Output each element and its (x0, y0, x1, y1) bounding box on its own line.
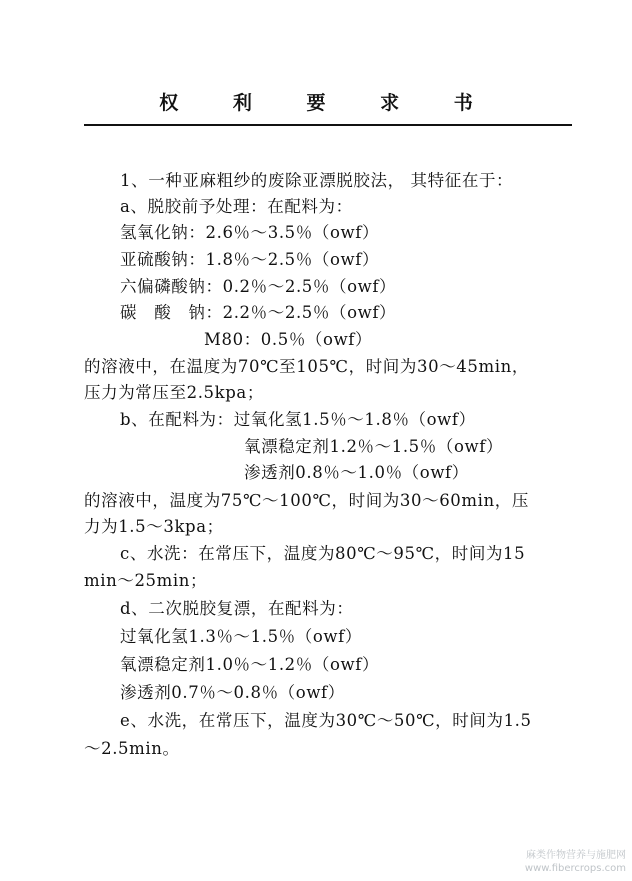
claim-line-10: b、在配料为：过氧化氢1.5％～1.8％（owf） (120, 410, 476, 429)
claim-line-20: 渗透剂0.7％～0.8％（owf） (120, 683, 345, 702)
claim-line-21: e、水洗，在常压下，温度为30℃～50℃，时间为1.5 (120, 711, 532, 730)
claim-line-11: 氧漂稳定剂1.2％～1.5％（owf） (244, 437, 504, 456)
claim-line-16: min～25min； (84, 571, 208, 590)
claim-line-9: 压力为常压至2.5kpa； (84, 383, 264, 402)
claim-line-3: 氢氧化钠：2.6％～3.5％（owf） (120, 223, 380, 242)
claim-line-2: a、脱胶前予处理：在配料为： (120, 197, 353, 216)
claim-line-17: d、二次脱胶复漂，在配料为： (120, 599, 354, 618)
claim-line-14: 力为1.5～3kpa； (84, 517, 224, 536)
site-watermark (525, 849, 626, 875)
claim-line-12: 渗透剂0.8％～1.0％（owf） (244, 463, 469, 482)
document-title: 权 利 要 求 书 (159, 92, 497, 114)
watermark-line-2: www.fibercrops.com (524, 863, 626, 874)
title-divider (84, 124, 572, 126)
claim-line-4: 亚硫酸钠：1.8％～2.5％（owf） (120, 250, 380, 269)
claim-line-19: 氧漂稳定剂1.0％～1.2％（owf） (120, 655, 380, 674)
claim-line-8: 的溶液中，在温度为70℃至105℃，时间为30～45min， (84, 357, 529, 376)
claim-line-22: ～2.5min。 (84, 739, 180, 758)
claim-line-6: 碳 酸 钠：2.2％～2.5％（owf） (120, 303, 397, 322)
claim-line-1: 1、一种亚麻粗纱的废除亚漂脱胶法， 其特征在于： (120, 171, 514, 190)
claim-line-15: c、水洗：在常压下，温度为80℃～95℃，时间为15 (120, 544, 526, 563)
claim-line-5: 六偏磷酸钠：0.2％～2.5％（owf） (120, 277, 397, 296)
claim-line-13: 的溶液中，温度为75℃～100℃，时间为30～60min，压 (84, 491, 529, 510)
claim-line-18: 过氧化氢1.3％～1.5％（owf） (120, 627, 362, 646)
watermark-line-1: 麻类作物营养与施肥网 (526, 850, 626, 861)
claim-line-7: M80：0.5％（owf） (204, 330, 373, 349)
